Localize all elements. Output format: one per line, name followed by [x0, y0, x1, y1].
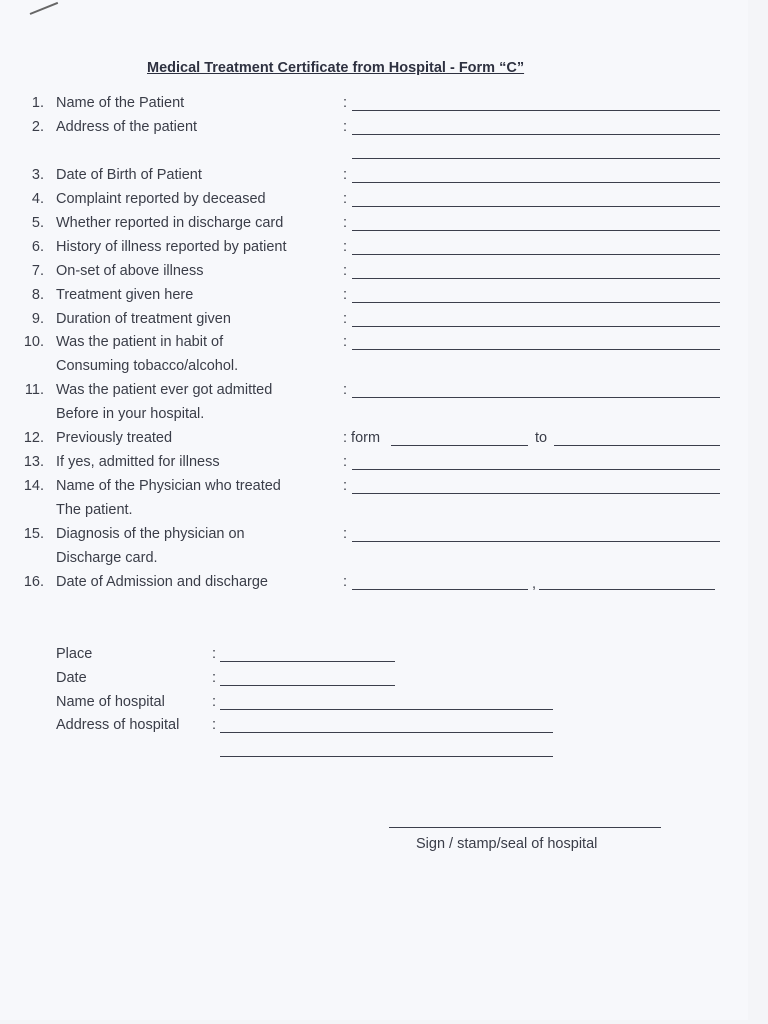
treated-to-field[interactable] — [554, 445, 720, 446]
footer-colon: : — [212, 670, 217, 686]
item-label-diagnosis: Diagnosis of the physician on — [56, 526, 245, 542]
item-colon: : — [343, 526, 348, 542]
complaint-field[interactable] — [352, 206, 720, 207]
item-colon: : — [343, 287, 348, 303]
item-number: 12. — [23, 430, 44, 446]
admission-date-field[interactable] — [352, 589, 528, 590]
item-number: 6. — [31, 239, 44, 255]
date-separator: , — [532, 576, 537, 592]
item-number: 3. — [31, 167, 44, 183]
item-number: 16. — [23, 574, 44, 590]
item-label-patient-name: Name of the Patient — [56, 95, 185, 111]
item-colon: : — [343, 334, 348, 350]
item-number: 5. — [31, 215, 44, 231]
item-label-physician-name: Name of the Physician who treated — [56, 478, 281, 494]
item-colon: : — [343, 191, 348, 207]
hospital-address-label: Address of hospital — [56, 717, 180, 733]
item-colon: : — [343, 574, 348, 590]
place-field[interactable] — [220, 661, 395, 662]
item-colon: : — [343, 215, 348, 231]
item-label-treatment: Treatment given here — [56, 287, 194, 303]
treatment-duration-field[interactable] — [352, 326, 720, 327]
footer-colon: : — [212, 646, 217, 662]
item-number: 1. — [31, 95, 44, 111]
item-label-treatment-duration: Duration of treatment given — [56, 311, 231, 327]
item-label-complaint: Complaint reported by deceased — [56, 191, 266, 207]
item-colon: : — [343, 382, 348, 398]
footer-colon: : — [212, 694, 217, 710]
date-of-birth-field[interactable] — [352, 182, 720, 183]
discharge-card-field[interactable] — [352, 230, 720, 231]
item-number: 15. — [23, 526, 44, 542]
item-label-diagnosis-line2: Discharge card. — [56, 550, 158, 566]
item-number: 4. — [31, 191, 44, 207]
item-colon: : — [343, 95, 348, 111]
physician-name-field[interactable] — [352, 493, 720, 494]
hospital-address-field-line2[interactable] — [220, 756, 553, 757]
item-label-illness-history: History of illness reported by patient — [56, 239, 287, 255]
item-colon: : — [343, 454, 348, 470]
item-label-physician-name-line2: The patient. — [56, 502, 133, 518]
pen-mark — [30, 2, 59, 15]
hospital-name-field[interactable] — [220, 709, 553, 710]
date-field[interactable] — [220, 685, 395, 686]
item-label-date-of-birth: Date of Birth of Patient — [56, 167, 202, 183]
hospital-name-label: Name of hospital — [56, 694, 165, 710]
treated-from-field[interactable] — [391, 445, 528, 446]
item-label-tobacco-habit: Was the patient in habit of — [56, 334, 224, 350]
item-colon: : — [343, 311, 348, 327]
discharge-date-field[interactable] — [539, 589, 715, 590]
place-label: Place — [56, 646, 93, 662]
treatment-field[interactable] — [352, 302, 720, 303]
patient-address-field-line2[interactable] — [352, 158, 720, 159]
item-colon: : — [343, 263, 348, 279]
item-colon: : — [343, 119, 348, 135]
item-number: 7. — [31, 263, 44, 279]
item-colon: : — [343, 478, 348, 494]
item-label-tobacco-habit-line2: Consuming tobacco/alcohol. — [56, 358, 239, 374]
to-label: to — [535, 430, 548, 446]
hospital-address-field[interactable] — [220, 732, 553, 733]
item-colon: : — [343, 239, 348, 255]
patient-address-field[interactable] — [352, 134, 720, 135]
illness-history-field[interactable] — [352, 254, 720, 255]
item-label-previously-treated: Previously treated — [56, 430, 173, 446]
tobacco-habit-field[interactable] — [352, 349, 720, 350]
item-number: 8. — [31, 287, 44, 303]
footer-colon: : — [212, 717, 217, 733]
form-title: Medical Treatment Certificate from Hospital - Form “C” — [147, 60, 525, 76]
item-label-prior-admission-line2: Before in your hospital. — [56, 406, 205, 422]
signature-line[interactable] — [389, 827, 661, 828]
item-number: 2. — [31, 119, 44, 135]
item-colon: : — [343, 167, 348, 183]
from-label: : form — [343, 430, 381, 446]
date-label: Date — [56, 670, 87, 686]
admitted-illness-field[interactable] — [352, 469, 720, 470]
diagnosis-field[interactable] — [352, 541, 720, 542]
item-number: 14. — [23, 478, 44, 494]
item-label-discharge-card: Whether reported in discharge card — [56, 215, 284, 231]
item-label-admitted-illness: If yes, admitted for illness — [56, 454, 220, 470]
onset-field[interactable] — [352, 278, 720, 279]
item-label-patient-address: Address of the patient — [56, 119, 198, 135]
item-number: 11. — [24, 382, 44, 398]
item-number: 13. — [23, 454, 44, 470]
patient-name-field[interactable] — [352, 110, 720, 111]
item-number: 10. — [23, 334, 44, 350]
item-label-onset: On-set of above illness — [56, 263, 204, 279]
prior-admission-field[interactable] — [352, 397, 720, 398]
item-label-admission-discharge: Date of Admission and discharge — [56, 574, 268, 590]
signature-label: Sign / stamp/seal of hospital — [416, 836, 598, 852]
item-label-prior-admission: Was the patient ever got admitted — [56, 382, 273, 398]
item-number: 9. — [31, 311, 44, 327]
